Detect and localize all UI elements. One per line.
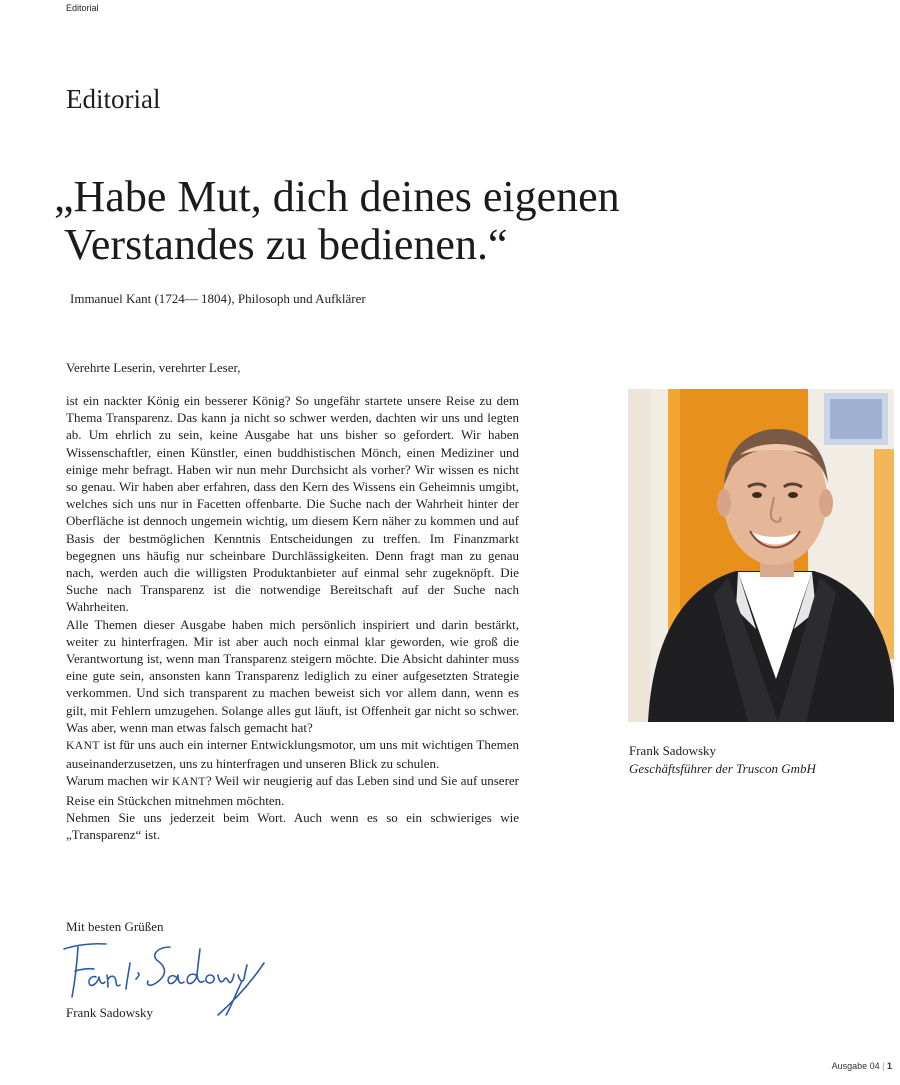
letter-paragraph-1: ist ein nackter König ein besserer König? So ungefähr startete unsere Reise zu dem Thema Transparenz. Das kann ja nicht so schwer werden, dachten wir uns und legten ab. Um ehrlich zu sein, keine Ausgabe hat uns bisher so gefordert. Wir haben Wissenschaftler, einen Künstler, einen buddhistischen Mönch, einen Mediziner und einige mehr befragt. Haben wir nun mehr Durchsicht als vorher? Wir wissen es nicht so genau. Wir haben aber erfahren, dass den Kern des Wissens ein Geheimnis umgibt, welches sich uns nur in Facetten offenbarte. Die Suche nach der Wahrheit hinter der Oberfläche ist dennoch ungemein wichtig, um diesem Kern näher zu kommen und auf Basis der bestmöglichen Kenntnis Entscheidungen zu treffen. Im Finanzmarkt begegnen uns häufig nur scheinbare Durchlässigkeiten. Denn fragt man zu genau nach, werden auch die willigsten Produktanbieter auf einmal sehr zugeknöpft. Die Suche nach Transparenz ist die notwendige Bereitschaft auf der Suche nach Wahrheiten. [66, 393, 519, 615]
letter-closing: Mit besten Grüßen [66, 919, 164, 934]
letter-salutation: Verehrte Leserin, verehrter Leser, [66, 360, 241, 375]
issue-label: Ausgabe 04 [831, 1061, 880, 1071]
page-number: 1 [886, 1061, 892, 1071]
section-title: Editorial [66, 84, 161, 114]
quote-line-2: Verstandes zu bedienen.“ [64, 220, 508, 269]
letter-signer: Frank Sadowsky [66, 1005, 154, 1020]
paragraph-4-lead: Warum machen wir [66, 773, 173, 789]
letter-paragraph-3 [66, 736, 519, 772]
running-head: Editorial [66, 3, 99, 13]
brand-name: KANT [66, 740, 100, 753]
letter-paragraph-5: Nehmen Sie uns jederzeit beim Wort. Auch wenn es so ein schwieriges wie „Transparenz“ ist. [66, 809, 519, 843]
portrait-caption-name: Frank Sadowsky [629, 743, 717, 758]
paragraph-4-text: ? Weil wir neugierig auf das Leben sind und Sie auf unserer Reise ein Stückchen mitnehmen möchten. [66, 773, 519, 808]
letter-paragraph-2: Alle Themen dieser Ausgabe haben mich persönlich inspiriert und darin bestärkt, weiter zu hinterfragen. Mir ist aber auch noch einmal klar geworden, wie groß die Verantwortung ist, wenn man Transparenz steigern möchte. Die Absicht dahinter muss eine gute sein, ansonsten kann Transparenz lediglich zu einer aufgesetzten Strategie verkommen. Und sich transparent zu machen beweist sich vor allem dann, wenn es gilt, mit Fehlern umzugehen. Solange alles gut läuft, ist Offenheit gar nicht so schwer. Was aber, wenn man etwas falsch gemacht hat? [66, 616, 519, 735]
quote-attribution: Immanuel Kant (1724— 1804), Philosoph und Aufklärer [70, 291, 366, 306]
quote-line-1: „Habe Mut, dich deines eigenen [54, 172, 620, 221]
portrait-photo [628, 389, 894, 722]
letter-paragraph-4 [66, 772, 519, 808]
page-footer [832, 1061, 892, 1071]
footer-separator: | [882, 1061, 885, 1071]
letter-body [66, 392, 519, 843]
portrait-caption-role: Geschäftsführer der Truscon GmbH [629, 761, 816, 776]
kant-quote [54, 173, 774, 269]
paragraph-3-text: ist für uns auch ein interner Entwicklungsmotor, um uns mit wichtigen Themen auseinanderzusetzen, uns zu hinterfragen und unseren Blick zu schulen. [66, 737, 519, 772]
brand-name: KANT [172, 776, 206, 789]
